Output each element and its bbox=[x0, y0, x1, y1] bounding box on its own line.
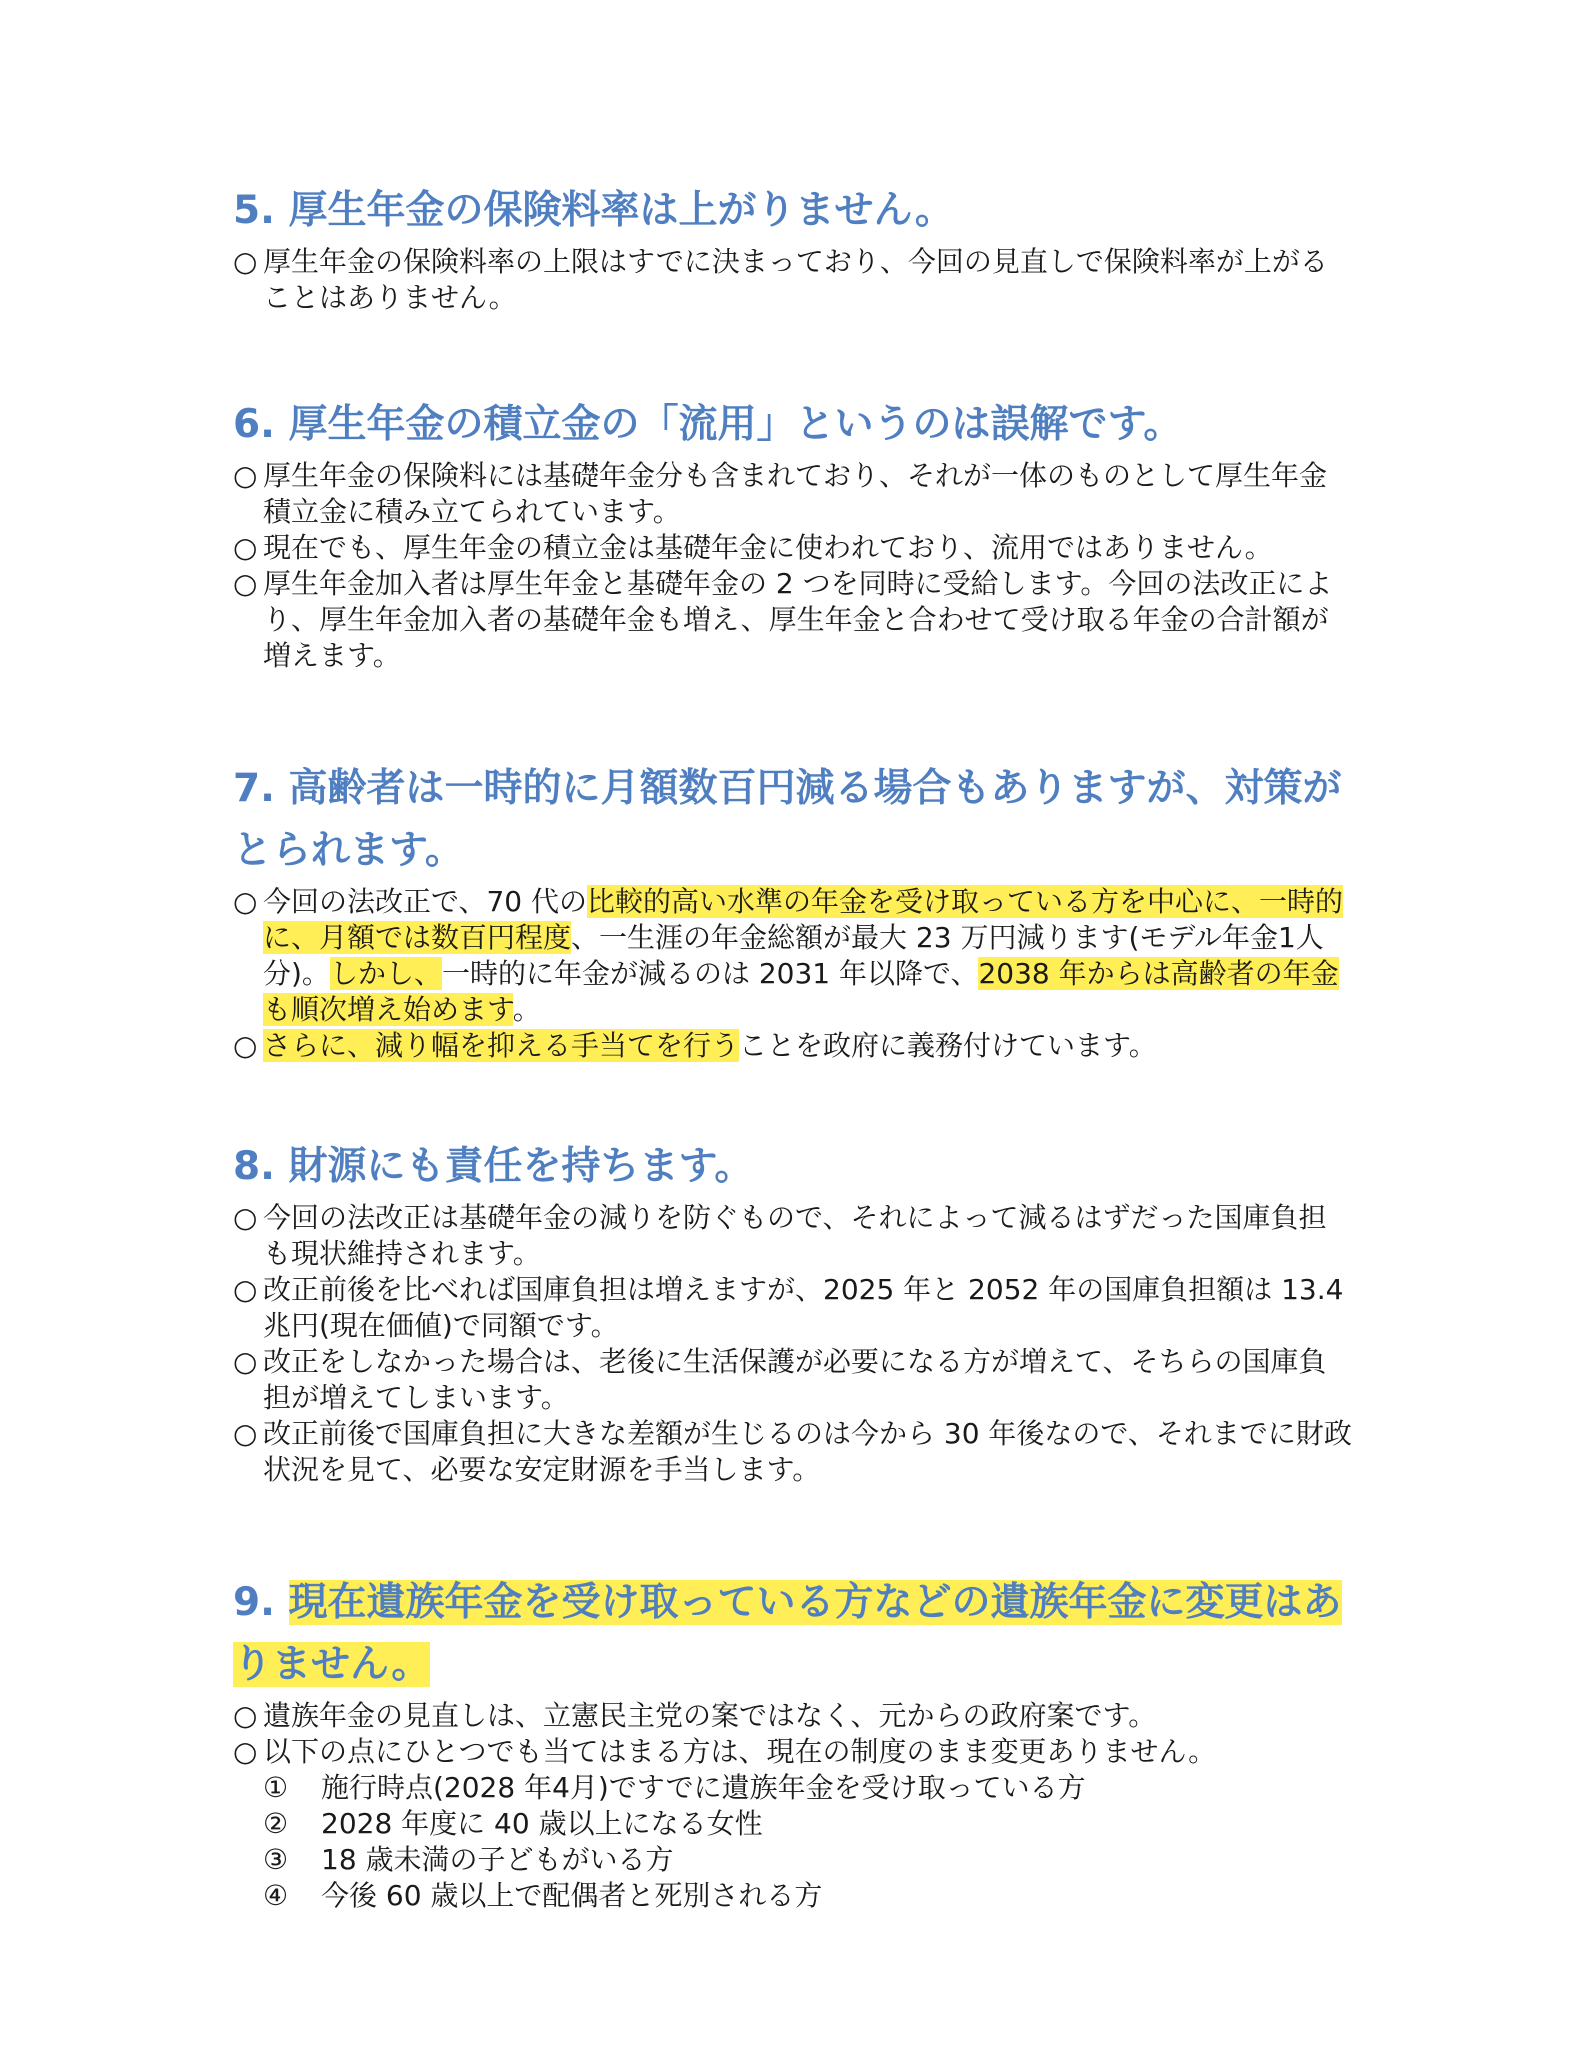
paragraph bbox=[233, 244, 1353, 316]
paragraph-text: 厚生年金の保険料率の上限はすでに決まっており、今回の見直しで保険料率が上がることはありません。 bbox=[263, 245, 1328, 314]
list-item bbox=[263, 1770, 1353, 1806]
list-number: ③ bbox=[263, 1843, 289, 1876]
list-item bbox=[263, 1878, 1353, 1914]
circle-bullet-icon: ○ bbox=[233, 459, 258, 492]
list-text: 2028 年度に 40 歳以上になる女性 bbox=[321, 1807, 763, 1840]
section-title: 6. 厚生年金の積立金の「流用」というのは誤解です。 bbox=[233, 402, 1183, 447]
paragraph bbox=[233, 1416, 1353, 1488]
paragraph-text: 現在でも、厚生年金の積立金は基礎年金に使われており、流用ではありません。 bbox=[263, 531, 1273, 564]
paragraph-text: 改正前後で国庫負担に大きな差額が生じるのは今から 30 年後なので、それまでに財政状況を見て、必要な安定財源を手当します。 bbox=[263, 1417, 1352, 1486]
circle-bullet-icon: ○ bbox=[233, 245, 258, 278]
section-7 bbox=[233, 758, 1353, 1064]
section-title: 8. 財源にも責任を持ちます。 bbox=[233, 1144, 754, 1189]
paragraph bbox=[233, 1028, 1353, 1064]
text-segment: 一時的に年金が減るのは 2031 年以降で、 bbox=[441, 957, 979, 990]
highlighted-text: さらに、減り幅を抑える手当てを行う bbox=[263, 1029, 740, 1062]
paragraph bbox=[233, 884, 1353, 1028]
paragraph-text bbox=[263, 885, 1343, 1026]
highlighted-text: 比較的高い水準の年金を受け取っている方を中心に、一時的に、月額では数百円程度 bbox=[263, 885, 1343, 954]
list-number: ① bbox=[263, 1771, 289, 1804]
paragraph bbox=[233, 566, 1353, 674]
highlighted-title: 現在遺族年金を受け取っている方などの遺族年金に変更はありません。 bbox=[233, 1580, 1342, 1687]
list-text: 18 歳未満の子どもがいる方 bbox=[321, 1843, 674, 1876]
circle-bullet-icon: ○ bbox=[233, 1699, 258, 1732]
paragraph-text: 改正をしなかった場合は、老後に生活保護が必要になる方が増えて、そちらの国庫負担が増えてしまいます。 bbox=[263, 1345, 1327, 1414]
paragraph bbox=[233, 1200, 1353, 1272]
paragraph bbox=[233, 1344, 1353, 1416]
paragraph-text: 遺族年金の見直しは、立憲民主党の案ではなく、元からの政府案です。 bbox=[263, 1699, 1157, 1732]
circle-bullet-icon: ○ bbox=[233, 1201, 258, 1234]
text-segment: 、一生涯の年金総額が最大 23 万円減ります(モデル年金1人分)。 bbox=[263, 921, 1324, 990]
highlighted-text: 2038 年からは高齢者の年金も順次増え始めます bbox=[263, 957, 1339, 1026]
list-text: 施行時点(2028 年4月)ですでに遺族年金を受け取っている方 bbox=[321, 1771, 1086, 1804]
document-page bbox=[233, 180, 1353, 1914]
paragraph-text bbox=[263, 1029, 1157, 1062]
circle-bullet-icon: ○ bbox=[233, 1345, 258, 1378]
paragraph-text: 以下の点にひとつでも当てはまる方は、現在の制度のまま変更ありません。 bbox=[263, 1735, 1217, 1768]
paragraph-text: 改正前後を比べれば国庫負担は増えますが、2025 年と 2052 年の国庫負担額は 13.4 兆円(現在価値)で同額です。 bbox=[263, 1273, 1344, 1342]
list-number: ② bbox=[263, 1807, 289, 1840]
circle-bullet-icon: ○ bbox=[233, 1029, 258, 1062]
section-9 bbox=[233, 1572, 1353, 1914]
section-6 bbox=[233, 394, 1353, 674]
paragraph bbox=[233, 1272, 1353, 1344]
text-segment: 。 bbox=[512, 993, 541, 1026]
list-number: ④ bbox=[263, 1879, 289, 1912]
section-5 bbox=[233, 180, 1353, 316]
section-title: 5. 厚生年金の保険料率は上がりません。 bbox=[233, 188, 954, 233]
paragraph-text: 厚生年金の保険料には基礎年金分も含まれており、それが一体のものとして厚生年金積立金に積み立てられています。 bbox=[263, 459, 1328, 528]
circle-bullet-icon: ○ bbox=[233, 1735, 258, 1768]
circle-bullet-icon: ○ bbox=[233, 1273, 258, 1306]
paragraph-text: 厚生年金加入者は厚生年金と基礎年金の 2 つを同時に受給します。今回の法改正により、厚生年金加入者の基礎年金も増え、厚生年金と合わせて受け取る年金の合計額が増えます。 bbox=[263, 567, 1333, 672]
circle-bullet-icon: ○ bbox=[233, 531, 258, 564]
circle-bullet-icon: ○ bbox=[233, 885, 258, 918]
paragraph-text: 今回の法改正は基礎年金の減りを防ぐもので、それによって減るはずだった国庫負担も現状維持されます。 bbox=[263, 1201, 1327, 1270]
section-title: 7. 高齢者は一時的に月額数百円減る場合もありますが、対策がとられます。 bbox=[233, 766, 1342, 873]
section-8 bbox=[233, 1136, 1353, 1488]
condition-list bbox=[233, 1770, 1353, 1914]
paragraph bbox=[233, 1698, 1353, 1734]
list-text: 今後 60 歳以上で配偶者と死別される方 bbox=[321, 1879, 823, 1912]
circle-bullet-icon: ○ bbox=[233, 567, 258, 600]
circle-bullet-icon: ○ bbox=[233, 1417, 258, 1450]
section-number: 9. bbox=[233, 1580, 289, 1625]
paragraph bbox=[233, 530, 1353, 566]
paragraph bbox=[233, 458, 1353, 530]
section-title bbox=[233, 1572, 1353, 1696]
text-segment: 今回の法改正で、70 代の bbox=[263, 885, 587, 918]
list-item bbox=[263, 1806, 1353, 1842]
list-item bbox=[263, 1842, 1353, 1878]
text-segment: ことを政府に義務付けています。 bbox=[739, 1029, 1157, 1062]
highlighted-text: しかし、 bbox=[329, 957, 442, 990]
paragraph bbox=[233, 1734, 1353, 1770]
